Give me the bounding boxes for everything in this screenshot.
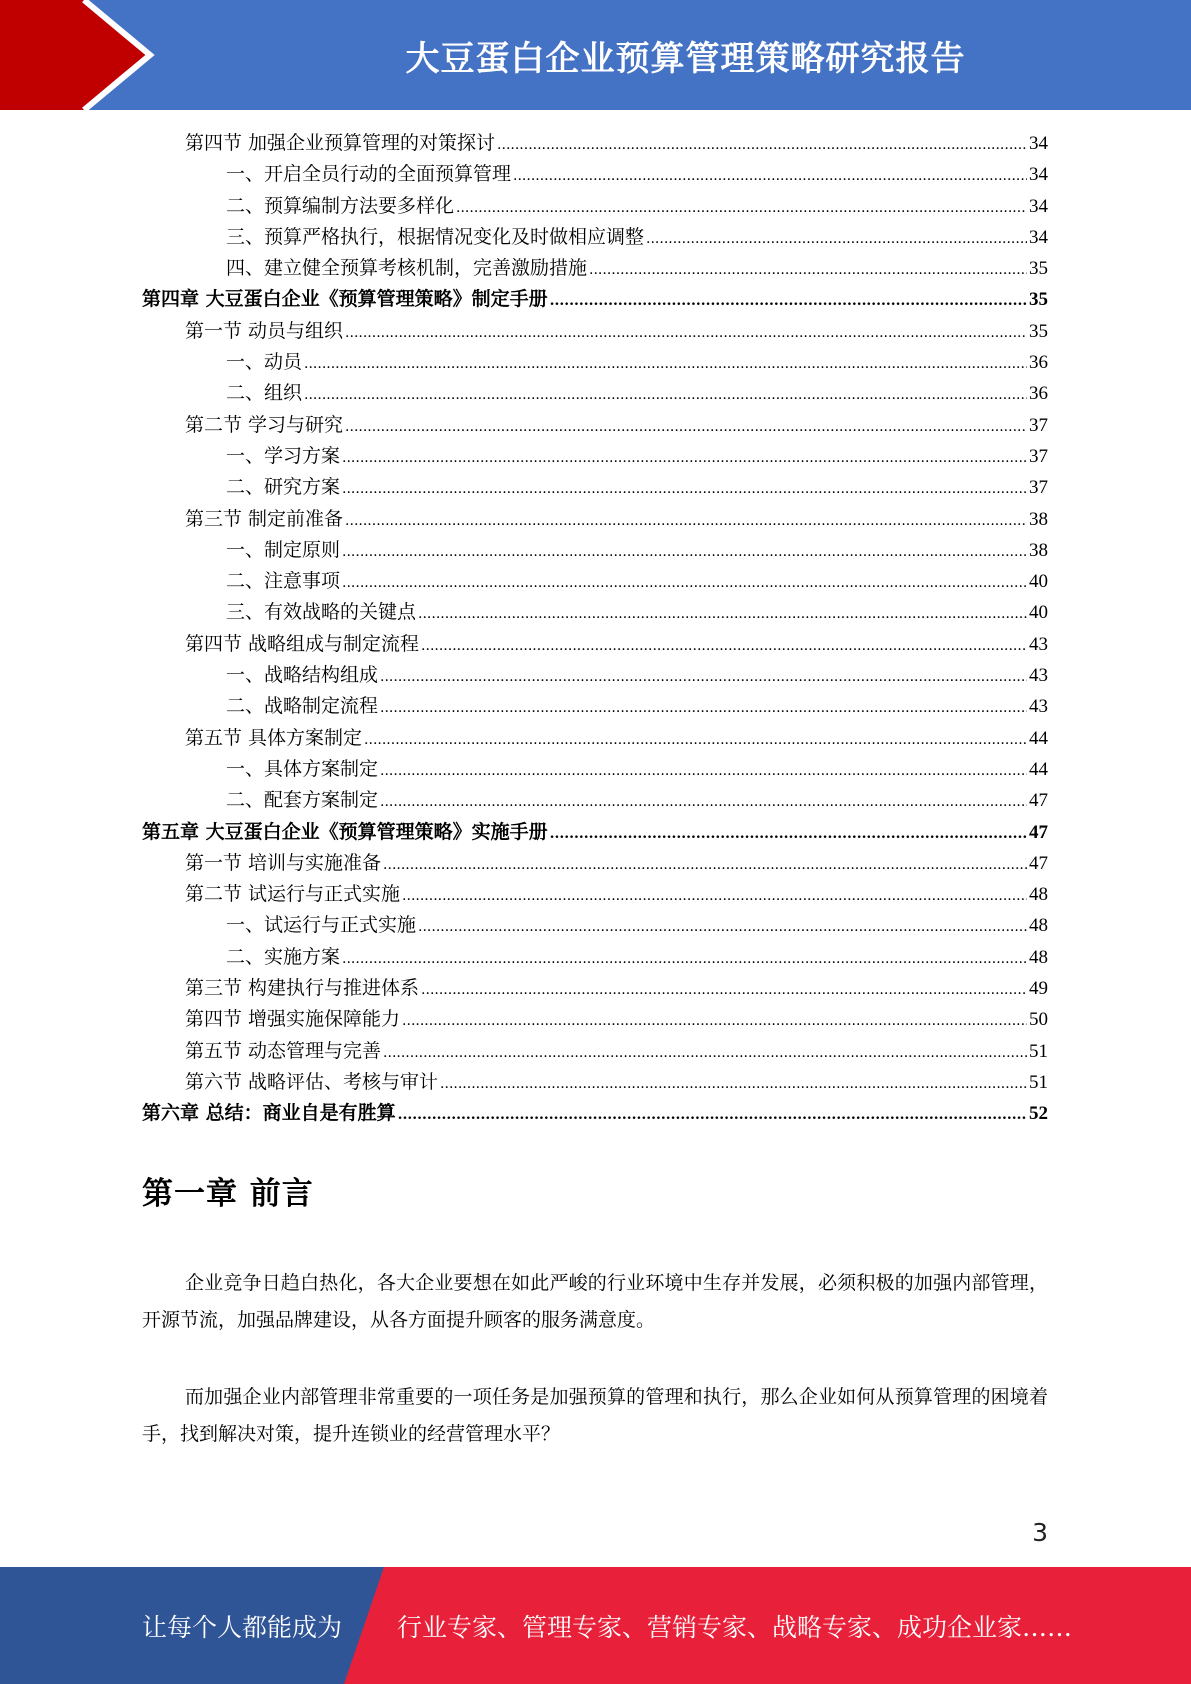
toc-dot-leader <box>550 819 1027 850</box>
toc-dot-leader <box>513 161 1027 192</box>
toc-dot-leader <box>342 474 1027 505</box>
toc-page-number: 52 <box>1029 1103 1048 1125</box>
toc-entry-text: 第五节 动态管理与完善 <box>185 1039 382 1062</box>
toc-entry-text: 第四节 战略组成与制定流程 <box>185 632 420 655</box>
toc-subsection-entry[interactable] <box>142 191 1048 222</box>
toc-subsection-entry[interactable] <box>142 660 1048 691</box>
toc-entry-text: 二、实施方案 <box>226 945 341 968</box>
toc-entry-text: 二、预算编制方法要多样化 <box>226 194 455 217</box>
toc-page-number: 43 <box>1029 633 1048 655</box>
toc-entry-text: 第四节 增强实施保障能力 <box>185 1008 401 1031</box>
toc-entry-text: 一、开启全员行动的全面预算管理 <box>226 163 512 186</box>
toc-page-number: 34 <box>1029 226 1048 248</box>
toc-entry-text: 第五章 大豆蛋白企业《预算管理策略》实施手册 <box>142 820 548 843</box>
toc-subsection-entry[interactable] <box>142 691 1048 722</box>
toc-dot-leader <box>364 725 1027 756</box>
toc-page-number: 37 <box>1029 477 1048 499</box>
toc-page-number: 37 <box>1029 445 1048 467</box>
toc-section-entry[interactable] <box>142 1036 1048 1067</box>
chapter-heading: 第一章 前言 <box>142 1176 314 1212</box>
page-footer <box>0 1567 1191 1684</box>
toc-page-number: 48 <box>1029 946 1048 968</box>
toc-page-number: 47 <box>1029 790 1048 812</box>
toc-entry-text: 一、动员 <box>226 351 303 374</box>
toc-dot-leader <box>398 1100 1027 1131</box>
toc-dot-leader <box>456 193 1027 224</box>
toc-dot-leader <box>380 693 1027 724</box>
toc-page-number: 49 <box>1029 978 1048 1000</box>
toc-entry-text: 第六章 总结：商业自是有胜算 <box>142 1102 396 1125</box>
toc-dot-leader <box>345 506 1027 537</box>
toc-dot-leader <box>497 130 1027 161</box>
toc-subsection-entry[interactable] <box>142 441 1048 472</box>
toc-dot-leader <box>380 662 1027 693</box>
toc-dot-leader <box>380 756 1027 787</box>
toc-page-number: 44 <box>1029 758 1048 780</box>
toc-dot-leader <box>550 286 1027 317</box>
body-paragraph: 而加强企业内部管理非常重要的一项任务是加强预算的管理和执行，那么企业如何从预算管理的困境着手，找到解决对策，提升连锁业的经营管理水平？ <box>142 1386 1048 1445</box>
toc-dot-leader <box>342 944 1027 975</box>
document-title: 大豆蛋白企业预算管理策略研究报告 <box>405 38 966 79</box>
toc-subsection-entry[interactable] <box>142 785 1048 816</box>
toc-subsection-entry[interactable] <box>142 378 1048 409</box>
toc-page-number: 37 <box>1029 414 1048 436</box>
toc-entry-text: 二、组织 <box>226 382 303 405</box>
toc-entry-text: 第四章 大豆蛋白企业《预算管理策略》制定手册 <box>142 288 548 311</box>
toc-page-number: 40 <box>1029 571 1048 593</box>
toc-section-entry[interactable] <box>142 1004 1048 1035</box>
toc-subsection-entry[interactable] <box>142 597 1048 628</box>
toc-page-number: 35 <box>1029 289 1048 311</box>
toc-entry-text: 第六节 战略评估、考核与审计 <box>185 1070 439 1093</box>
toc-section-entry[interactable] <box>142 629 1048 660</box>
toc-dot-leader <box>402 881 1027 912</box>
toc-dot-leader <box>342 443 1027 474</box>
toc-entry-text: 一、学习方案 <box>226 444 341 467</box>
toc-dot-leader <box>345 412 1027 443</box>
toc-chapter-entry[interactable] <box>142 1098 1048 1129</box>
toc-section-entry[interactable] <box>142 973 1048 1004</box>
toc-chapter-entry[interactable] <box>142 817 1048 848</box>
toc-entry-text: 二、战略制定流程 <box>226 695 379 718</box>
toc-subsection-entry[interactable] <box>142 159 1048 190</box>
toc-entry-text: 第三节 构建执行与推进体系 <box>185 977 420 1000</box>
toc-page-number: 36 <box>1029 352 1048 374</box>
toc-page-number: 51 <box>1029 1040 1048 1062</box>
toc-page-number: 44 <box>1029 727 1048 749</box>
toc-page-number: 34 <box>1029 133 1048 154</box>
toc-entry-text: 第二节 试运行与正式实施 <box>185 883 401 906</box>
toc-entry-text: 一、试运行与正式实施 <box>226 914 417 937</box>
toc-dot-leader <box>342 568 1027 599</box>
toc-page-number: 48 <box>1029 884 1048 906</box>
table-of-contents <box>142 128 1048 1130</box>
toc-chapter-entry[interactable] <box>142 284 1048 315</box>
toc-dot-leader <box>304 380 1027 411</box>
toc-entry-text: 第五节 具体方案制定 <box>185 726 363 749</box>
toc-entry-text: 三、有效战略的关键点 <box>226 601 417 624</box>
toc-page-number: 34 <box>1029 195 1048 217</box>
toc-section-entry[interactable] <box>142 316 1048 347</box>
toc-dot-leader <box>383 1038 1027 1069</box>
toc-page-number: 43 <box>1029 696 1048 718</box>
toc-dot-leader <box>646 224 1027 255</box>
page-number: 3 <box>1032 1518 1048 1547</box>
toc-subsection-entry[interactable] <box>142 347 1048 378</box>
toc-subsection-entry[interactable] <box>142 942 1048 973</box>
toc-entry-text: 二、配套方案制定 <box>226 789 379 812</box>
toc-section-entry[interactable] <box>142 128 1048 159</box>
toc-dot-leader <box>421 631 1027 662</box>
toc-dot-leader <box>380 787 1027 818</box>
toc-page-number: 47 <box>1029 852 1048 874</box>
toc-entry-text: 三、预算严格执行，根据情况变化及时做相应调整 <box>226 225 645 248</box>
toc-page-number: 51 <box>1029 1071 1048 1093</box>
toc-subsection-entry[interactable] <box>142 910 1048 941</box>
toc-section-entry[interactable] <box>142 1067 1048 1098</box>
toc-section-entry[interactable] <box>142 410 1048 441</box>
toc-page-number: 35 <box>1029 320 1048 342</box>
toc-dot-leader <box>342 537 1027 568</box>
toc-subsection-entry[interactable] <box>142 535 1048 566</box>
toc-page-number: 50 <box>1029 1009 1048 1031</box>
toc-subsection-entry[interactable] <box>142 253 1048 284</box>
toc-entry-text: 四、建立健全预算考核机制，完善激励措施 <box>226 257 588 280</box>
toc-subsection-entry[interactable] <box>142 566 1048 597</box>
page-header <box>0 0 1191 110</box>
toc-dot-leader <box>440 1069 1027 1100</box>
toc-entry-text: 第一节 动员与组织 <box>185 319 344 342</box>
toc-page-number: 48 <box>1029 915 1048 937</box>
toc-section-entry[interactable] <box>142 848 1048 879</box>
toc-page-number: 34 <box>1029 164 1048 186</box>
toc-dot-leader <box>383 850 1027 881</box>
toc-subsection-entry[interactable] <box>142 472 1048 503</box>
toc-subsection-entry[interactable] <box>142 222 1048 253</box>
toc-entry-text: 一、战略结构组成 <box>226 664 379 687</box>
toc-subsection-entry[interactable] <box>142 754 1048 785</box>
toc-entry-text: 第一节 培训与实施准备 <box>185 851 382 874</box>
toc-page-number: 40 <box>1029 602 1048 624</box>
toc-page-number: 35 <box>1029 258 1048 280</box>
toc-section-entry[interactable] <box>142 723 1048 754</box>
toc-entry-text: 第三节 制定前准备 <box>185 507 344 530</box>
toc-dot-leader <box>304 349 1027 380</box>
toc-page-number: 38 <box>1029 508 1048 530</box>
toc-dot-leader <box>345 318 1027 349</box>
toc-entry-text: 一、制定原则 <box>226 538 341 561</box>
footer-slogan-right: 行业专家、管理专家、营销专家、战略专家、成功企业家…… <box>397 1612 1073 1642</box>
toc-page-number: 36 <box>1029 383 1048 405</box>
body-paragraph: 企业竞争日趋白热化，各大企业要想在如此严峻的行业环境中生存并发展，必须积极的加强内部管理，开源节流，加强品牌建设，从各方面提升顾客的服务满意度。 <box>142 1272 1048 1331</box>
toc-dot-leader <box>402 1006 1027 1037</box>
footer-slogan-left: 让每个人都能成为 <box>142 1612 343 1642</box>
toc-dot-leader <box>418 599 1027 630</box>
toc-page-number: 47 <box>1029 821 1048 843</box>
toc-page-number: 43 <box>1029 665 1048 687</box>
toc-entry-text: 二、注意事项 <box>226 570 341 593</box>
toc-dot-leader <box>418 912 1027 943</box>
toc-dot-leader <box>589 255 1027 286</box>
toc-page-number: 38 <box>1029 539 1048 561</box>
toc-entry-text: 第二节 学习与研究 <box>185 413 344 436</box>
toc-section-entry[interactable] <box>142 879 1048 910</box>
toc-section-entry[interactable] <box>142 504 1048 535</box>
toc-entry-text: 二、研究方案 <box>226 476 341 499</box>
toc-dot-leader <box>421 975 1027 1006</box>
toc-entry-text: 第四节 加强企业预算管理的对策探讨 <box>185 132 496 154</box>
toc-entry-text: 一、具体方案制定 <box>226 757 379 780</box>
